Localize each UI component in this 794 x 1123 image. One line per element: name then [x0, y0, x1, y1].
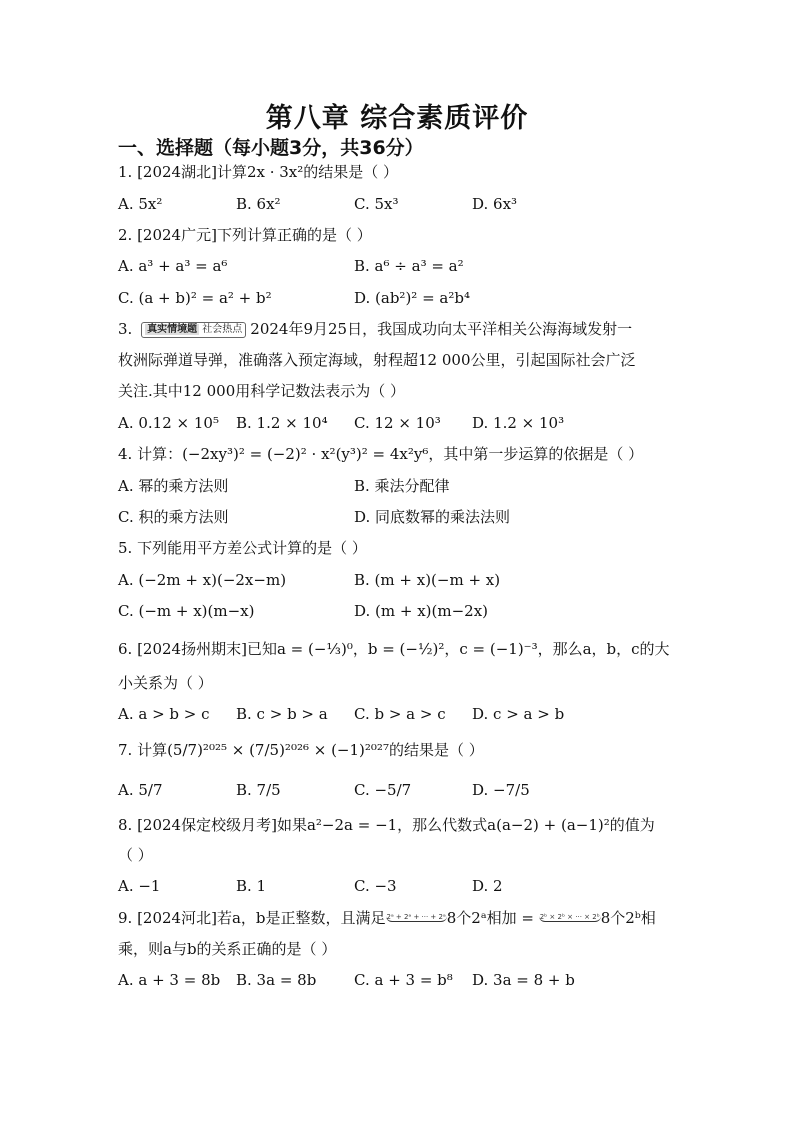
q9-sum-brace: 2ᵃ + 2ᵃ + ··· + 2ᵃ — [386, 913, 446, 921]
q2-option-d: D. (ab²)² = a²b⁴ — [354, 289, 470, 307]
q2-option-c: C. (a + b)² = a² + b² — [118, 289, 272, 307]
page-title: 第八章 综合素质评价 — [265, 103, 529, 134]
q9-option-b: B. 3a = 8b — [236, 971, 317, 989]
section-heading: 一、选择题（每小题3分，共36分） — [118, 137, 424, 159]
q8-option-c: C. −3 — [354, 877, 397, 895]
tag-real-scenario: 真实情境题 — [147, 324, 198, 335]
q1-option-d: D. 6x³ — [472, 195, 518, 213]
q3-text-1: 2024年9月25日，我国成功向太平洋相关公海海域发射一 — [250, 320, 633, 338]
q5-option-b: B. (m + x)(−m + x) — [354, 571, 501, 589]
question-9-line-1 — [118, 908, 656, 928]
question-8-line-2: （ ） — [118, 846, 153, 864]
q6-option-d: D. c > a > b — [472, 705, 565, 723]
question-9-line-2: 乘，则a与b的关系正确的是（ ） — [118, 940, 337, 958]
q9-text-post: 8个2ᵇ相 — [600, 909, 656, 927]
scenario-tag — [141, 322, 246, 338]
q1-option-a: A. 5x² — [118, 195, 163, 213]
tag-social-hotspot: 社会热点 — [202, 324, 243, 335]
q8-option-b: B. 1 — [236, 877, 267, 895]
q9-text-mid: 8个2ᵃ相加 = — [446, 909, 539, 927]
q8-option-a: A. −1 — [118, 877, 161, 895]
question-3-line-1 — [118, 319, 632, 339]
question-6-line-2: 小关系为（ ） — [118, 674, 213, 692]
q9-option-a: A. a + 3 = 8b — [118, 971, 221, 989]
q1-option-b: B. 6x² — [236, 195, 281, 213]
q9-product-brace: 2ᵇ × 2ᵇ × ··· × 2ᵇ — [539, 913, 600, 921]
question-8-line-1: 8. [2024保定校级月考]如果a²−2a = −1，那么代数式a(a−2) + (a−1)²的值为 — [118, 816, 655, 834]
q9-option-c: C. a + 3 = b⁸ — [354, 971, 453, 989]
q7-option-c: C. −5/7 — [354, 781, 412, 799]
question-5-stem: 5. 下列能用平方差公式计算的是（ ） — [118, 539, 367, 557]
question-2-stem: 2. [2024广元]下列计算正确的是（ ） — [118, 226, 372, 244]
q5-option-d: D. (m + x)(m−2x) — [354, 602, 489, 620]
question-7-stem: 7. 计算(5/7)²⁰²⁵ × (7/5)²⁰²⁶ × (−1)²⁰²⁷的结果是（ ） — [118, 741, 484, 759]
q1-option-c: C. 5x³ — [354, 195, 399, 213]
q4-option-a: A. 幂的乘方法则 — [118, 477, 229, 495]
q5-option-a: A. (−2m + x)(−2x−m) — [118, 571, 287, 589]
q6-option-c: C. b > a > c — [354, 705, 446, 723]
question-3-line-3: 关注.其中12 000用科学记数法表示为（ ） — [118, 382, 406, 400]
q7-option-d: D. −7/5 — [472, 781, 530, 799]
q4-option-b: B. 乘法分配律 — [354, 477, 450, 495]
question-3-line-2: 枚洲际弹道导弹，准确落入预定海域，射程超12 000公里，引起国际社会广泛 — [118, 351, 636, 369]
q9-option-d: D. 3a = 8 + b — [472, 971, 575, 989]
q3-number: 3. — [118, 320, 133, 338]
q2-option-b: B. a⁶ ÷ a³ = a² — [354, 257, 464, 275]
q4-option-d: D. 同底数幂的乘法法则 — [354, 508, 511, 526]
question-6-line-1: 6. [2024扬州期末]已知a = (−⅓)⁰，b = (−½)²，c = (−1)⁻³，那么a，b，c的大 — [118, 640, 670, 658]
q2-option-a: A. a³ + a³ = a⁶ — [118, 257, 228, 275]
q5-option-c: C. (−m + x)(m−x) — [118, 602, 255, 620]
q8-option-d: D. 2 — [472, 877, 503, 895]
q7-option-a: A. 5/7 — [118, 781, 163, 799]
q3-option-a: A. 0.12 × 10⁵ — [118, 414, 219, 432]
q3-option-d: D. 1.2 × 10³ — [472, 414, 565, 432]
question-4-stem: 4. 计算：(−2xy³)² = (−2)² · x²(y³)² = 4x²y⁶，其中第一步运算的依据是（ ） — [118, 445, 644, 463]
question-1-stem: 1. [2024湖北]计算2x · 3x²的结果是（ ） — [118, 163, 399, 181]
q9-text-pre: 9. [2024河北]若a，b是正整数，且满足 — [118, 909, 386, 927]
q6-option-a: A. a > b > c — [118, 705, 210, 723]
q4-option-c: C. 积的乘方法则 — [118, 508, 229, 526]
q3-option-c: C. 12 × 10³ — [354, 414, 441, 432]
q7-option-b: B. 7/5 — [236, 781, 281, 799]
q6-option-b: B. c > b > a — [236, 705, 328, 723]
q3-option-b: B. 1.2 × 10⁴ — [236, 414, 328, 432]
